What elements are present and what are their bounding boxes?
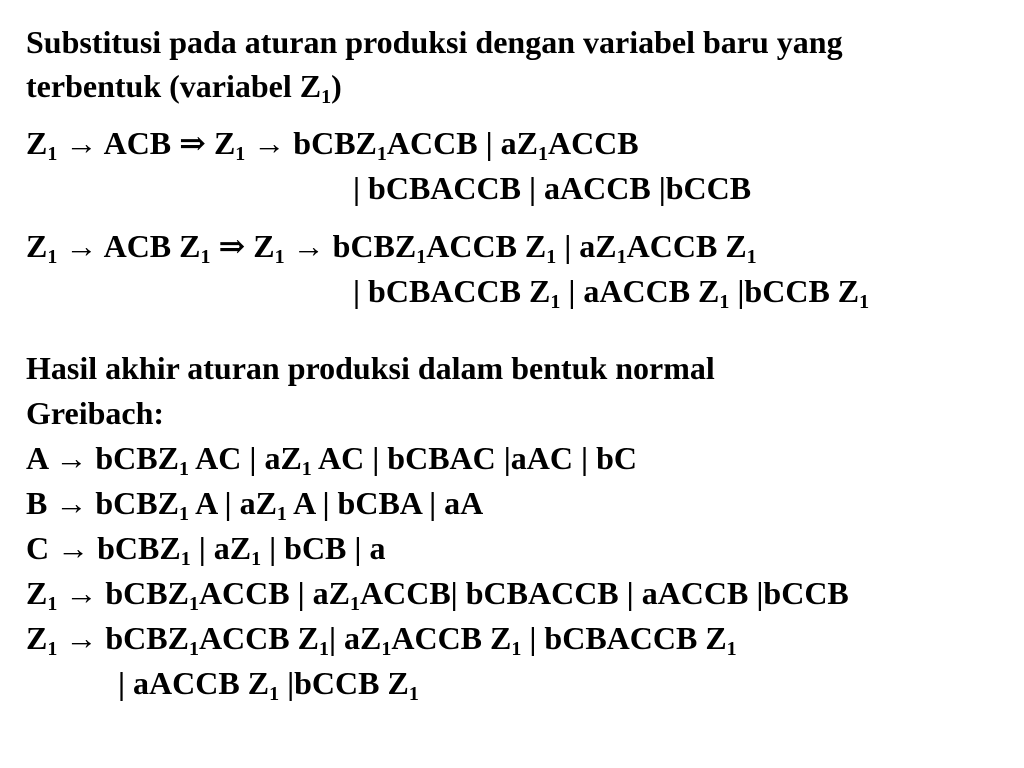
z-symbol: Z — [253, 228, 275, 264]
section-title-line-2 — [26, 395, 164, 431]
section-title-line-1 — [26, 350, 715, 386]
section-title: Greibach: — [26, 395, 165, 431]
rule-text: | bCBACCB | aACCB |bCCB — [353, 170, 752, 206]
arrow-icon: → — [55, 440, 88, 476]
subscript: 1 — [719, 291, 730, 313]
rule-text: A | bCBA | aA — [286, 485, 484, 521]
rule-text: | aZ — [328, 620, 382, 656]
z-symbol: Z — [26, 575, 48, 611]
z-symbol: Z — [387, 665, 409, 701]
rule-text: bCBZ — [293, 125, 377, 161]
z-symbol: Z — [26, 228, 48, 264]
rule-text: A | aZ — [188, 485, 277, 521]
arrow-icon: → — [65, 575, 98, 611]
subscript: 1 — [537, 143, 548, 165]
subscript: 1 — [235, 143, 246, 165]
rule-1-line-1 — [26, 125, 639, 165]
arrow-icon: → — [253, 125, 286, 161]
subscript: 1 — [251, 548, 262, 570]
z-symbol: Z — [490, 620, 512, 656]
intro-text-2: terbentuk (variabel Z — [26, 68, 322, 104]
z-symbol: Z — [213, 125, 236, 161]
subscript: 1 — [350, 593, 360, 615]
z-symbol: Z — [837, 273, 860, 309]
subscript: 1 — [47, 638, 58, 660]
rule-text: ACCB — [198, 620, 298, 656]
subscript: 1 — [318, 638, 329, 660]
z-symbol: Z — [26, 620, 48, 656]
subscript: 1 — [321, 86, 332, 108]
arrow-icon: → — [65, 125, 98, 161]
subscript: 1 — [511, 638, 522, 660]
rule-text: | aZ — [289, 575, 350, 611]
arrow-icon: → — [55, 485, 88, 521]
subscript: 1 — [269, 683, 280, 705]
z-symbol: Z — [247, 665, 270, 701]
rule-text: bCBZ — [95, 440, 179, 476]
rule-text: ACCB — [626, 228, 726, 264]
subscript: 1 — [188, 638, 199, 660]
arrow-icon: → — [65, 228, 98, 264]
subscript: 1 — [301, 458, 312, 480]
subscript: 1 — [408, 683, 419, 705]
rule-2-line-2 — [353, 273, 870, 313]
rule-text: | bCBACCB — [521, 620, 706, 656]
rule-text: bCBZ — [105, 620, 189, 656]
subscript: 1 — [726, 638, 737, 660]
gnf-rule-a — [26, 440, 637, 480]
rule-text: ACCB — [426, 228, 525, 264]
arrow-icon: → — [292, 228, 325, 264]
rule-text: C — [26, 530, 58, 566]
subscript: 1 — [188, 593, 199, 615]
z-symbol: Z — [705, 620, 727, 656]
rule-text: bCBZ — [105, 575, 189, 611]
implies-icon: ⇒ — [179, 125, 206, 161]
rule-text: | aZ — [477, 125, 538, 161]
rule-text: AC | aZ — [188, 440, 302, 476]
z-symbol: Z — [179, 228, 201, 264]
rule-text: ACCB| — [360, 575, 458, 611]
rule-text: bCBZ — [97, 530, 181, 566]
subscript: 1 — [550, 291, 561, 313]
rule-text: ACCB — [547, 125, 639, 161]
z-symbol: Z — [26, 125, 48, 161]
subscript: 1 — [746, 246, 757, 268]
subscript: 1 — [200, 246, 211, 268]
rule-text: AC | bCBAC |aAC | bC — [311, 440, 637, 476]
rule-text: ACCB — [386, 125, 478, 161]
subscript: 1 — [381, 638, 392, 660]
intro-line-1 — [26, 24, 843, 60]
subscript: 1 — [416, 246, 427, 268]
implies-icon: ⇒ — [218, 228, 246, 264]
rule-text: ACB — [103, 228, 180, 264]
rule-text: A — [26, 440, 56, 476]
gnf-rule-z1-2-cont — [118, 665, 419, 705]
subscript: 1 — [376, 143, 387, 165]
z-symbol: Z — [524, 228, 547, 264]
subscript: 1 — [178, 503, 189, 525]
z-symbol: Z — [725, 228, 747, 264]
rule-text: | aZ — [556, 228, 617, 264]
gnf-rule-z1-1 — [26, 575, 849, 615]
z-symbol: Z — [297, 620, 319, 656]
subscript: 1 — [274, 246, 285, 268]
subscript: 1 — [616, 246, 627, 268]
rule-text: | aZ — [190, 530, 252, 566]
rule-text: ACB — [103, 125, 172, 161]
subscript: 1 — [47, 246, 58, 268]
intro-line-2 — [26, 68, 342, 108]
subscript: 1 — [47, 143, 58, 165]
rule-2-line-1 — [26, 228, 757, 268]
subscript: 1 — [47, 593, 58, 615]
section-title: Hasil akhir aturan produksi dalam bentuk normal — [26, 350, 715, 386]
subscript: 1 — [178, 458, 189, 480]
rule-text: bCBACCB | aACCB |bCCB — [457, 575, 849, 611]
rule-text: ACCB — [391, 620, 491, 656]
z-symbol: Z — [698, 273, 720, 309]
rule-text: |bCCB — [279, 665, 388, 701]
rule-text: B — [26, 485, 56, 521]
gnf-rule-b — [26, 485, 484, 525]
rule-text: |bCCB — [729, 273, 838, 309]
arrow-icon: → — [65, 620, 98, 656]
intro-text-1: Substitusi pada aturan produksi dengan variabel baru yang — [26, 24, 843, 60]
subscript: 1 — [546, 246, 557, 268]
rule-text: | aACCB — [560, 273, 699, 309]
rule-text: bCBZ — [332, 228, 417, 264]
subscript: 1 — [859, 291, 870, 313]
subscript: 1 — [276, 503, 287, 525]
rule-text: | bCB | a — [261, 530, 386, 566]
rule-text: bCBZ — [95, 485, 179, 521]
gnf-rule-c — [26, 530, 386, 570]
rule-text: ACCB — [198, 575, 290, 611]
z-symbol: Z — [528, 273, 551, 309]
rule-text: | aACCB — [118, 665, 248, 701]
intro-text-2-end: ) — [331, 68, 342, 104]
rule-1-line-2 — [353, 170, 751, 206]
gnf-rule-z1-2 — [26, 620, 737, 660]
subscript: 1 — [180, 548, 191, 570]
arrow-icon: → — [57, 530, 90, 566]
rule-text: | bCBACCB — [353, 273, 529, 309]
